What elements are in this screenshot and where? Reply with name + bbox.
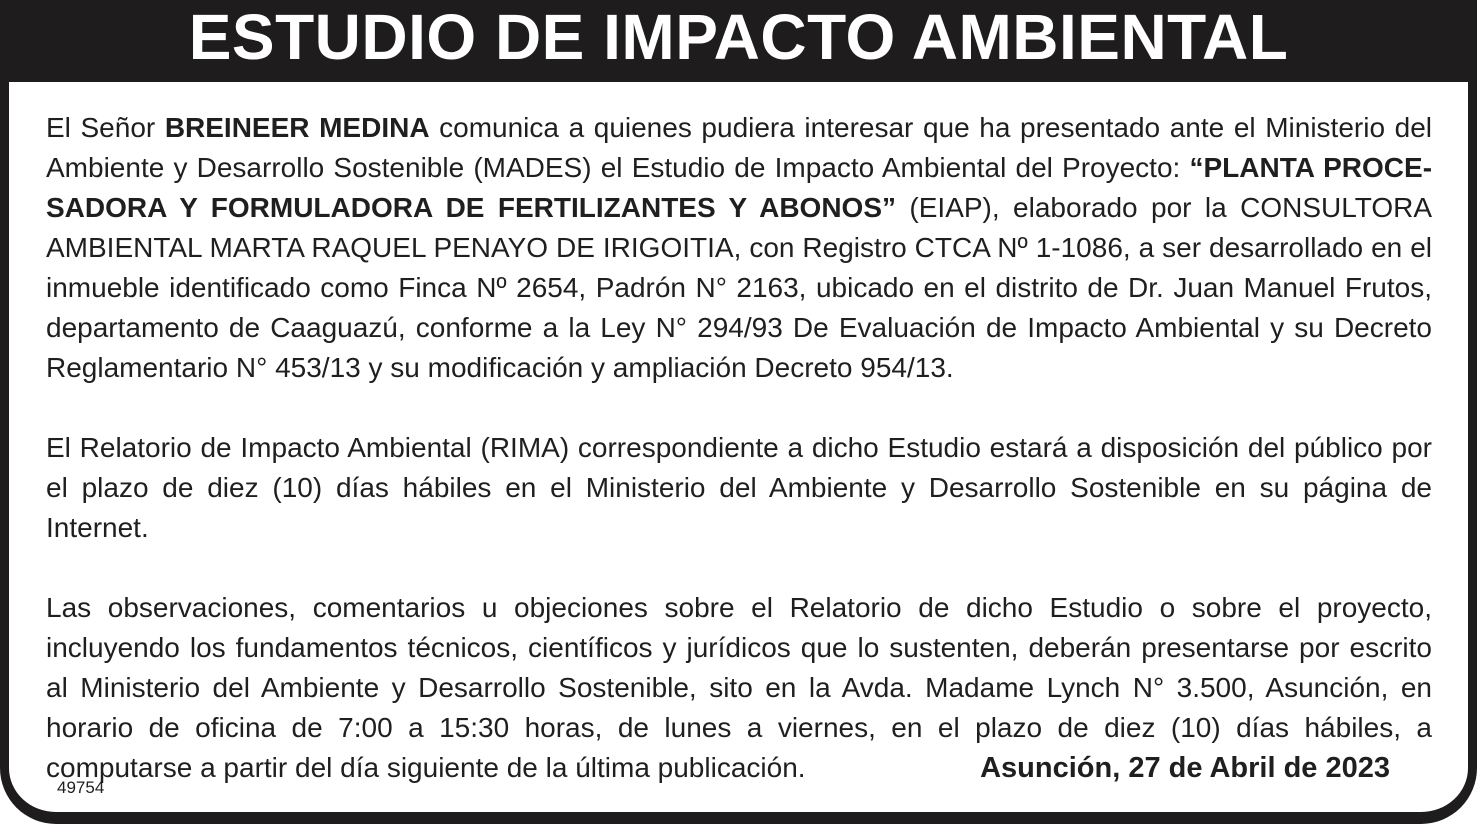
paragraph-presentation — [46, 108, 1432, 388]
ad-reference-number: 49754 — [57, 778, 105, 797]
applicant-name: BREINEER MEDINA — [164, 112, 430, 143]
publication-date: Asunción, 27 de Abril de 2023 — [980, 752, 1390, 784]
notice-title: ESTUDIO DE IMPACTO AMBIENTAL — [188, 1, 1289, 73]
paragraph-presentation-intro: El Señor — [46, 112, 165, 143]
project-name: “PLANTA PROCESADORA Y FORMULADORA DE FERTILIZANTES Y ABONOS” — [46, 152, 1433, 223]
notice-header — [0, 0, 1477, 82]
paragraph-rima-availability: El Relatorio de Impacto Ambiental (RIMA) correspondiente a dicho Estudio estará a disposición del público por el plazo de diez (10) días hábiles en el Ministerio del Ambiente y Desarrollo Sostenible en su página de Internet. — [46, 432, 1432, 543]
paragraph-presentation-details: (EIAP), elaborado por la CONSULTORA AMBIENTAL MARTA RAQUEL PENAYO DE IRIGOITIA, con Registro CTCA Nº 1-1086, a ser desarrollado en el inmueble identificado como Finca Nº 2654, Padrón N° 2163, ubicado en el distrito de Dr. Juan Manuel Frutos, departamento de Caaguazú, conforme a la Ley N° 294/93 De Evaluación de Impacto Ambiental y su Decreto Reglamentario N° 453/13 y su modificación y ampliación Decreto 954/13. — [46, 192, 1432, 383]
paragraph-presentation-middle: comunica a quienes pudiera interesar que ha presentado ante el Ministerio del Ambiente y Desarrollo Sostenible (MADES) el Estudio de Impacto Ambiental del Proyecto: — [46, 112, 1432, 183]
notice-body — [46, 108, 1432, 828]
paragraph-observations: Las observaciones, comentarios u objeciones sobre el Relatorio de dicho Estudio o sobre el proyecto, incluyendo los fundamentos técnicos, científicos y jurídicos que lo sustenten, deberán presentarse por escrito al Ministerio del Ambiente y Desarrollo Sostenible, sito en la Avda. Madame Lynch N° 3.500, Asunción, en horario de oficina de 7:00 a 15:30 horas, de lunes a viernes, en el plazo de diez (10) días hábiles, a computarse a partir del día siguiente de la última publicación. — [46, 592, 1432, 783]
